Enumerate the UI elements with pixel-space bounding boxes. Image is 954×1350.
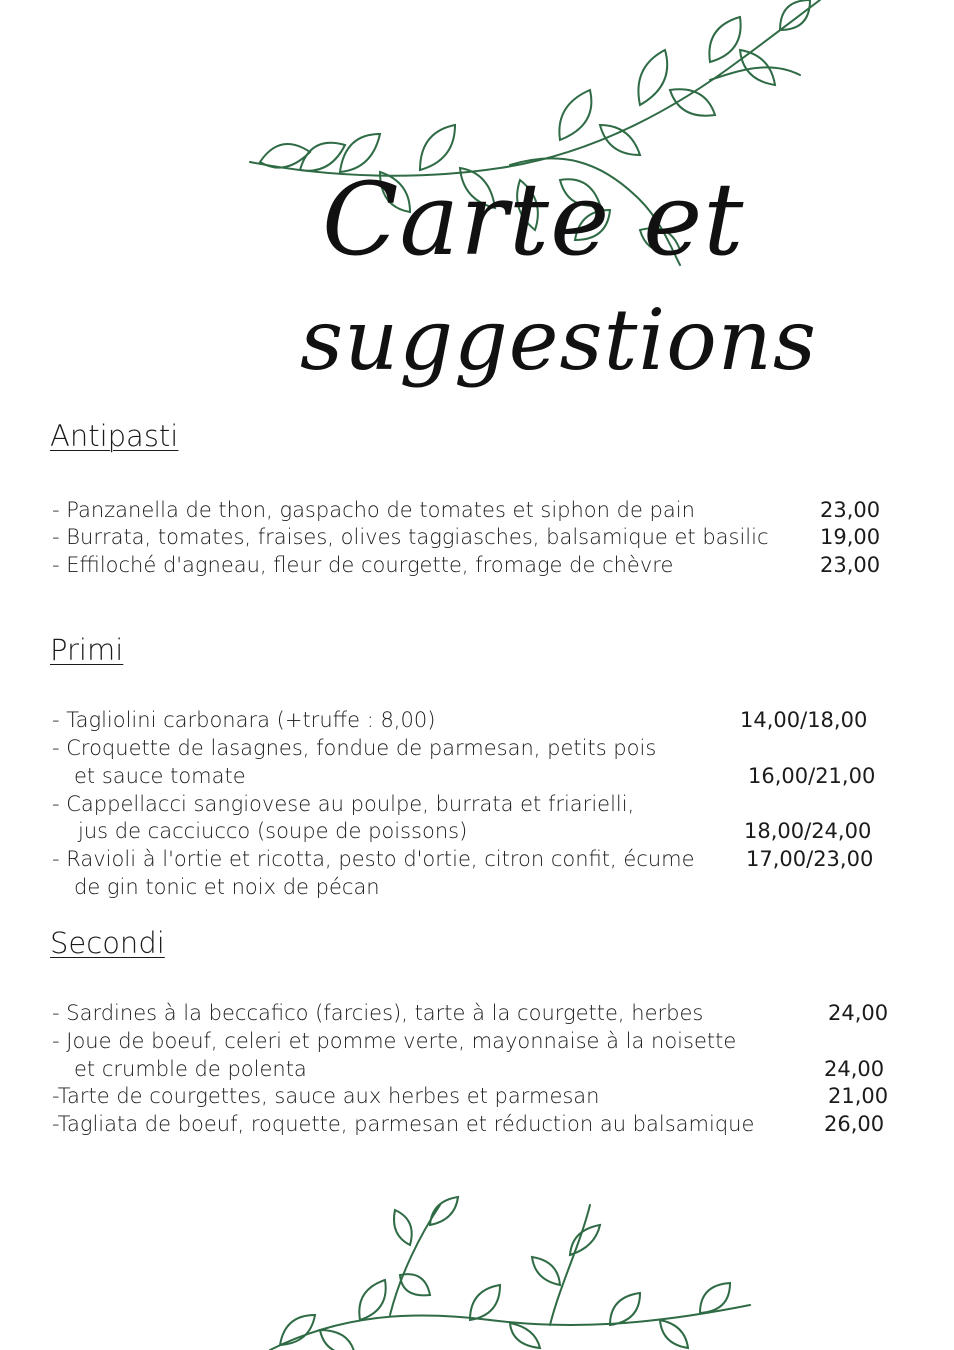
menu-item-text: - Croquette de lasagnes, fondue de parmesan, petits pois [52,736,657,760]
menu-item-text: - Tagliolini carbonara (+truffe : 8,00) [52,708,436,732]
menu-item-text: - Ravioli à l'ortie et ricotta, pesto d'ortie, citron confit, écume [52,847,695,871]
menu-item-text-continued: et sauce tomate [74,764,246,788]
menu-item-price: 14,00/18,00 [740,708,868,732]
menu-item-price: 23,00 [820,553,881,577]
menu-item-text: - Joue de boeuf, celeri et pomme verte, mayonnaise à la noisette [52,1029,737,1053]
menu-item-text-continued: de gin tonic et noix de pécan [74,875,380,899]
menu-item-price: 21,00 [828,1084,889,1108]
section-title-antipasti: Antipasti [50,419,179,453]
menu-item-text: -Tarte de courgettes, sauce aux herbes et parmesan [52,1084,600,1108]
menu-item-text: - Burrata, tomates, fraises, olives taggiasches, balsamique et basilic [52,525,769,549]
menu-item-text: - Sardines à la beccafico (farcies), tarte à la courgette, herbes [52,1001,704,1025]
menu-title-line-2: suggestions [300,291,817,389]
menu-item-price: 16,00/21,00 [748,764,876,788]
section-title-secondi: Secondi [50,926,165,960]
bottom-leafy-vine-icon [250,1195,770,1350]
menu-item-text: - Effiloché d'agneau, fleur de courgette, fromage de chèvre [52,553,674,577]
menu-item-price: 24,00 [824,1057,885,1081]
menu-item-price: 19,00 [820,525,881,549]
menu-item-price: 26,00 [824,1112,885,1136]
menu-item-text: - Cappellacci sangiovese au poulpe, burrata et friarielli, [52,792,635,816]
menu-item-text-continued: et crumble de polenta [74,1057,307,1081]
menu-item-price: 24,00 [828,1001,889,1025]
menu-item-price: 17,00/23,00 [746,847,874,871]
menu-title-line-1: Carte et [322,161,745,278]
menu-item-text-continued: jus de cacciucco (soupe de poissons) [78,819,468,843]
menu-item-price: 23,00 [820,498,881,522]
menu-item-price: 18,00/24,00 [744,819,872,843]
menu-item-text: -Tagliata de boeuf, roquette, parmesan et réduction au balsamique [52,1112,755,1136]
section-title-primi: Primi [50,633,124,667]
menu-item-text: - Panzanella de thon, gaspacho de tomates et siphon de pain [52,498,695,522]
